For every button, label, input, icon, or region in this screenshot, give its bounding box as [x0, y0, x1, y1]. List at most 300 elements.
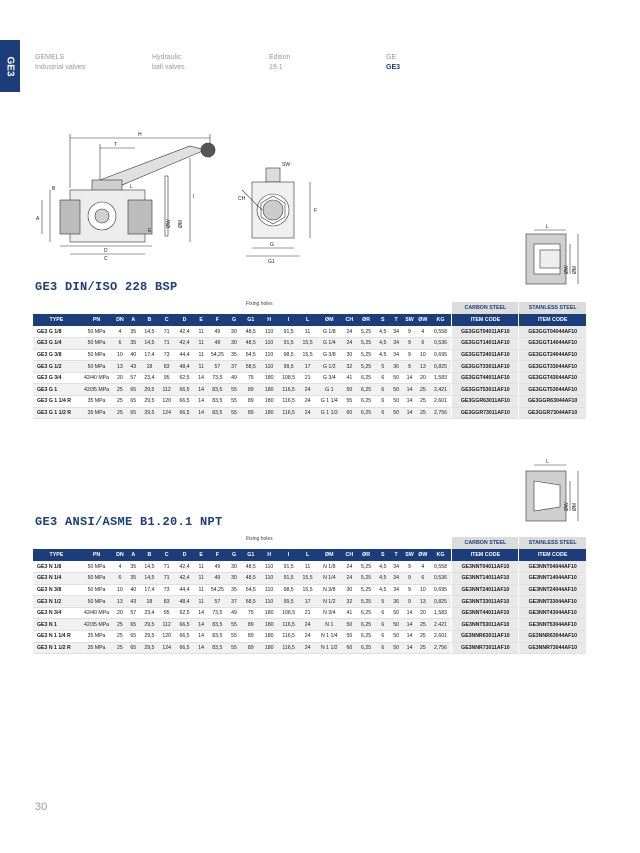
table-cell: 30	[227, 573, 241, 585]
table-cell: 30	[343, 584, 356, 596]
column-header: KG	[430, 549, 452, 561]
table-cell: 35	[127, 338, 140, 350]
table-cell: 14,5	[140, 573, 159, 585]
table-cell: GE3 G 3/8	[33, 349, 80, 361]
table-cell: 35 MPa	[80, 407, 113, 419]
table-cell: 6	[376, 407, 389, 419]
column-header: E	[195, 549, 208, 561]
table-cell: 42,4	[174, 573, 194, 585]
table-cell: 11	[195, 584, 208, 596]
table-cell: G 1	[316, 384, 343, 396]
carbon-steel-header: CARBON STEEL	[452, 302, 519, 314]
table-cell: 83,5	[208, 631, 227, 643]
table-cell: N 3/8	[316, 584, 343, 596]
table-cell: 11	[195, 573, 208, 585]
section-title-npt: GE3 ANSI/ASME B1.20.1 NPT	[35, 515, 223, 529]
table-cell: 25	[113, 384, 126, 396]
table-cell: 89	[241, 384, 260, 396]
table-cell: G 1/4	[316, 338, 343, 350]
table-cell: 9	[403, 584, 416, 596]
table-cell: 14	[403, 372, 416, 384]
table-row	[33, 338, 586, 350]
table-cell: 5,25	[356, 573, 376, 585]
side-tab	[0, 40, 20, 92]
table-cell: 58,5	[241, 596, 260, 608]
table-cell: 11	[195, 326, 208, 338]
table-cell: 5,25	[356, 349, 376, 361]
table-cell: 17	[299, 596, 316, 608]
table-cell: 34	[389, 326, 402, 338]
table-cell: 57	[208, 596, 227, 608]
table-cell: 4	[416, 561, 429, 573]
table-cell: 14	[195, 607, 208, 619]
column-header: T	[389, 549, 402, 561]
table-cell: 110	[260, 326, 278, 338]
table-cell: 37	[227, 596, 241, 608]
table-cell: 89	[241, 631, 260, 643]
table-cell: 14	[403, 642, 416, 654]
table-cell: 50 MPa	[80, 349, 113, 361]
table-cell: 14	[195, 619, 208, 631]
table-row	[33, 326, 586, 338]
column-header: H	[260, 549, 278, 561]
table-cell: 29,5	[140, 619, 159, 631]
table-cell: 11	[195, 361, 208, 373]
table-cell: 49	[208, 573, 227, 585]
table-cell: 0,695	[430, 349, 452, 361]
table-cell: 9	[403, 561, 416, 573]
table-cell: 6,25	[356, 407, 376, 419]
table-cell: 116,5	[278, 407, 299, 419]
table-cell: 180	[260, 642, 278, 654]
table-cell: 50	[389, 619, 402, 631]
table-cell: 29,5	[140, 631, 159, 643]
dim-label: A	[36, 216, 40, 222]
table-cell: 2,601	[430, 631, 452, 643]
table-cell: 24	[343, 561, 356, 573]
table-cell: 65	[127, 631, 140, 643]
dim-label: C	[104, 256, 108, 262]
table-cell: 5	[376, 361, 389, 373]
column-header: ITEM CODE	[519, 314, 586, 326]
table-cell: 180	[260, 619, 278, 631]
table-cell: 24	[299, 384, 316, 396]
table-cell: 4	[416, 326, 429, 338]
table-cell: 21	[299, 607, 316, 619]
table-cell: 50 MPa	[80, 338, 113, 350]
table-cell: 17,4	[140, 349, 159, 361]
table-cell: 89	[241, 396, 260, 408]
table-cell: 50 MPa	[80, 584, 113, 596]
table-cell: 0,536	[430, 573, 452, 585]
table-row	[33, 642, 586, 654]
table-cell: 180	[260, 372, 278, 384]
table-cell: 66,5	[174, 619, 194, 631]
table-cell: GE3GGT04044AF10	[519, 326, 586, 338]
table-cell: 20	[113, 607, 126, 619]
table-cell: G 3/8	[316, 349, 343, 361]
table-cell: 14	[403, 607, 416, 619]
table-cell: 25	[416, 631, 429, 643]
table-cell: 0,825	[430, 361, 452, 373]
table-cell: 2,756	[430, 407, 452, 419]
table-cell: 116,5	[278, 631, 299, 643]
port-detail-bsp	[518, 220, 593, 290]
table-cell: 54,25	[208, 584, 227, 596]
column-header: A	[127, 314, 140, 326]
table-row	[33, 372, 586, 384]
dim-label: I	[193, 194, 195, 200]
table-cell: 65	[127, 642, 140, 654]
table-cell: 124	[159, 407, 175, 419]
table-cell: G 1/2	[316, 361, 343, 373]
table-cell: 48,5	[241, 338, 260, 350]
table-cell: 49	[227, 372, 241, 384]
table-cell: G 1 1/4	[316, 396, 343, 408]
column-header: G	[227, 549, 241, 561]
table-cell: 37	[227, 361, 241, 373]
table-cell: GE3NNT14044AF10	[519, 573, 586, 585]
dim-label: CH	[238, 196, 246, 202]
column-header: C	[159, 549, 175, 561]
table-cell: GE3 G 1 1/4 R	[33, 396, 80, 408]
table-cell: 112	[159, 619, 175, 631]
table-cell: 91,5	[278, 338, 299, 350]
dim-label: F	[314, 208, 318, 214]
table-cell: GE3NNT44011AF10	[452, 607, 519, 619]
table-cell: 75	[241, 607, 260, 619]
header-col-2	[152, 53, 185, 73]
table-cell: 48,4	[174, 596, 194, 608]
header-col-1	[35, 53, 85, 73]
header-value: GE3	[386, 64, 401, 71]
table-cell: GE3 N 1	[33, 619, 80, 631]
table-cell: 24	[299, 642, 316, 654]
table-cell: GE3 N 3/8	[33, 584, 80, 596]
table-cell: 6	[376, 619, 389, 631]
column-header: PN	[80, 549, 113, 561]
table-cell: 48,4	[174, 361, 194, 373]
table-row	[33, 596, 586, 608]
table-cell: 49	[208, 561, 227, 573]
table-cell: 29,5	[140, 396, 159, 408]
table-cell: 48,5	[241, 573, 260, 585]
spec-table-npt	[33, 537, 586, 654]
table-cell: GE3NNR63011AF10	[452, 631, 519, 643]
table-cell: 6	[376, 607, 389, 619]
dim-label: G	[270, 242, 274, 248]
table-cell: GE3 G 1/4	[33, 338, 80, 350]
table-cell: 116,5	[278, 384, 299, 396]
table-cell: 23,4	[140, 607, 159, 619]
table-row	[33, 561, 586, 573]
table-cell: 6,25	[356, 372, 376, 384]
stainless-steel-header: STAINLESS STEEL	[519, 537, 586, 549]
table-cell: 55	[343, 396, 356, 408]
table-cell: 17	[299, 361, 316, 373]
table-cell: 43	[127, 361, 140, 373]
table-cell: N 1 1/2	[316, 642, 343, 654]
table-cell: 24	[343, 326, 356, 338]
table-cell: N 3/4	[316, 607, 343, 619]
table-cell: 50	[389, 631, 402, 643]
table-cell: 29,5	[140, 384, 159, 396]
table-cell: 24	[343, 573, 356, 585]
table-cell: 9	[403, 596, 416, 608]
table-cell: 5,25	[356, 561, 376, 573]
table-cell: 73	[159, 584, 175, 596]
table-cell: 83	[159, 596, 175, 608]
table-cell: 25	[113, 642, 126, 654]
table-cell: 49	[208, 326, 227, 338]
table-cell: 2,421	[430, 384, 452, 396]
column-header: L	[299, 549, 316, 561]
table-cell: 57	[127, 607, 140, 619]
table-cell: 34	[389, 584, 402, 596]
table-cell: 89	[241, 619, 260, 631]
table-cell: 6	[376, 384, 389, 396]
table-cell: 24	[299, 407, 316, 419]
table-cell: 50 MPa	[80, 326, 113, 338]
column-header: DN	[113, 314, 126, 326]
table-cell: 83	[159, 361, 175, 373]
table-cell: GE3NNT04044AF10	[519, 561, 586, 573]
table-cell: 83,5	[208, 384, 227, 396]
table-cell: 29,5	[140, 407, 159, 419]
table-cell: 71	[159, 338, 175, 350]
table-cell: 54,5	[241, 349, 260, 361]
table-cell: GE3GGT53044AF10	[519, 384, 586, 396]
column-header: I	[278, 549, 299, 561]
table-cell: 35	[127, 561, 140, 573]
table-cell: GE3 G 1/2	[33, 361, 80, 373]
table-row	[33, 396, 586, 408]
table-cell: GE3 N 1/8	[33, 561, 80, 573]
table-cell: 180	[260, 396, 278, 408]
table-cell: 54,5	[241, 584, 260, 596]
table-cell: 0,536	[430, 338, 452, 350]
table-cell: 71	[159, 561, 175, 573]
table-cell: 15,5	[299, 584, 316, 596]
column-header: S	[376, 549, 389, 561]
table-cell: 50	[343, 384, 356, 396]
table-cell: 62,5	[174, 372, 194, 384]
column-header: DN	[113, 549, 126, 561]
table-cell: 15,5	[299, 338, 316, 350]
table-cell: 35 MPa	[80, 642, 113, 654]
table-cell: 4,5	[376, 338, 389, 350]
table-cell: 41	[343, 607, 356, 619]
table-cell: GE3 G 3/4	[33, 372, 80, 384]
table-cell: 116,5	[278, 396, 299, 408]
table-cell: 42,4	[174, 338, 194, 350]
fixing-holes-note: Fixing holes	[246, 536, 273, 542]
table-cell: 11	[195, 596, 208, 608]
table-cell: 14	[195, 372, 208, 384]
table-cell: 50	[389, 642, 402, 654]
table-cell: 116,5	[278, 619, 299, 631]
table-cell: 14	[195, 642, 208, 654]
table-cell: 83,5	[208, 396, 227, 408]
table-cell: GE3GGT14044AF10	[519, 338, 586, 350]
table-cell: 65	[127, 407, 140, 419]
table-cell: 2.421	[430, 619, 452, 631]
table-cell: 30	[343, 349, 356, 361]
table-cell: 34	[389, 338, 402, 350]
valve-front-drawing	[232, 160, 342, 265]
table-cell: 55	[227, 396, 241, 408]
table-cell: 71	[159, 326, 175, 338]
table-cell: 0,558	[430, 561, 452, 573]
table-cell: 73	[159, 349, 175, 361]
fixing-holes-note: Fixing holes	[246, 301, 273, 307]
table-cell: 4	[113, 326, 126, 338]
table-cell: GE3GGT24044AF10	[519, 349, 586, 361]
table-cell: 65	[127, 619, 140, 631]
table-cell: 6,25	[356, 631, 376, 643]
header-label: GEMELS	[35, 54, 65, 61]
table-cell: 42/40 MPa	[80, 607, 113, 619]
table-cell: 2,756	[430, 642, 452, 654]
table-cell: 180	[260, 384, 278, 396]
table-cell: 43	[127, 596, 140, 608]
dim-label: ØW	[564, 265, 570, 274]
table-cell: 48,5	[241, 561, 260, 573]
table-cell: 89	[241, 642, 260, 654]
dim-label: E	[148, 228, 152, 234]
table-cell: 50 MPa	[80, 361, 113, 373]
table-cell: 20	[416, 372, 429, 384]
table-cell: GE3NNT53044AF10	[519, 619, 586, 631]
table-cell: 120	[159, 631, 175, 643]
table-cell: 11	[299, 326, 316, 338]
table-cell: 83,5	[208, 642, 227, 654]
table-cell: 25	[416, 407, 429, 419]
spacer	[33, 302, 452, 314]
table-cell: 95	[159, 607, 175, 619]
table-cell: 110	[260, 349, 278, 361]
dim-label: G1	[268, 259, 275, 265]
header-value: 19.1	[269, 64, 283, 71]
table-cell: 10	[416, 584, 429, 596]
column-header: CH	[343, 549, 356, 561]
table-cell: 9	[403, 361, 416, 373]
table-cell: N 1/2	[316, 596, 343, 608]
table-cell: 108,5	[278, 372, 299, 384]
table-cell: 35	[127, 573, 140, 585]
column-header: A	[127, 549, 140, 561]
table-cell: 54,25	[208, 349, 227, 361]
table-cell: 95	[159, 372, 175, 384]
table-cell: GE3NNT33011AF10	[452, 596, 519, 608]
table-cell: 57	[208, 361, 227, 373]
table-row	[33, 361, 586, 373]
table-cell: GE3 N 1 1/4 R	[33, 631, 80, 643]
section-title-bsp: GE3 DIN/ISO 228 BSP	[35, 280, 178, 294]
table-cell: GE3 G 1 1/2 R	[33, 407, 80, 419]
table-cell: 108,5	[278, 607, 299, 619]
table-cell: 42/35 MPa	[80, 619, 113, 631]
header-label: Edition	[269, 54, 291, 61]
dim-label: H	[138, 132, 142, 138]
table-cell: GE3NNT24044AF10	[519, 584, 586, 596]
table-cell: 48,5	[241, 326, 260, 338]
table-cell: GE3NNR63044AF10	[519, 631, 586, 643]
dim-label: B	[52, 186, 56, 192]
table-cell: 6,25	[356, 396, 376, 408]
table-cell: 6	[113, 338, 126, 350]
table-cell: 18	[140, 596, 159, 608]
table-cell: 9	[403, 326, 416, 338]
table-cell: 98,5	[278, 584, 299, 596]
table-cell: 32	[343, 596, 356, 608]
column-header: SW	[403, 549, 416, 561]
table-cell: 5,25	[356, 361, 376, 373]
table-cell: 5,25	[356, 326, 376, 338]
table-cell: 50	[343, 619, 356, 631]
table-cell: 14	[403, 619, 416, 631]
dim-label: T	[114, 142, 118, 148]
table-cell: 24	[343, 338, 356, 350]
header-col-4	[386, 53, 400, 73]
port-detail-npt	[518, 455, 593, 530]
table-cell: 30	[227, 326, 241, 338]
table-cell: 83,5	[208, 407, 227, 419]
header-value: Industrial valves	[35, 64, 86, 71]
table-cell: 11	[195, 349, 208, 361]
table-cell: GE3GGT04011AF10	[452, 326, 519, 338]
table-cell: 58,5	[241, 361, 260, 373]
table-cell: 55	[227, 642, 241, 654]
table-cell: 1,583	[430, 372, 452, 384]
table-cell: 5	[376, 596, 389, 608]
table-row	[33, 573, 586, 585]
table-cell: 9	[403, 573, 416, 585]
table-cell: GE3GGT33044AF10	[519, 361, 586, 373]
table-cell: 25	[113, 631, 126, 643]
table-cell: 91,5	[278, 561, 299, 573]
table-cell: 50	[389, 384, 402, 396]
table-cell: 110	[260, 338, 278, 350]
table-cell: 21	[299, 372, 316, 384]
dim-label: L	[130, 184, 133, 190]
table-cell: 4,5	[376, 561, 389, 573]
table-cell: 110	[260, 584, 278, 596]
table-cell: 14	[403, 407, 416, 419]
table-cell: 6,25	[356, 642, 376, 654]
table-cell: 99,5	[278, 596, 299, 608]
stainless-steel-header: STAINLESS STEEL	[519, 302, 586, 314]
table-cell: GE3 G 1/8	[33, 326, 80, 338]
table-cell: 2,601	[430, 396, 452, 408]
table-cell: 25	[416, 384, 429, 396]
table-cell: GE3 G 1	[33, 384, 80, 396]
valve-side-drawing	[30, 128, 230, 268]
table-cell: 62,5	[174, 607, 194, 619]
column-header: CH	[343, 314, 356, 326]
table-cell: 50 MPa	[80, 573, 113, 585]
table-cell: 4,5	[376, 584, 389, 596]
table-cell: GE3NNT53011AF10	[452, 619, 519, 631]
table-cell: 25	[416, 619, 429, 631]
table-cell: 0,825	[430, 596, 452, 608]
table-cell: 0,695	[430, 584, 452, 596]
dim-label: ØW	[166, 219, 172, 228]
table-cell: 20	[113, 372, 126, 384]
table-cell: 14	[403, 631, 416, 643]
table-cell: 14,5	[140, 326, 159, 338]
table-cell: 91,5	[278, 573, 299, 585]
